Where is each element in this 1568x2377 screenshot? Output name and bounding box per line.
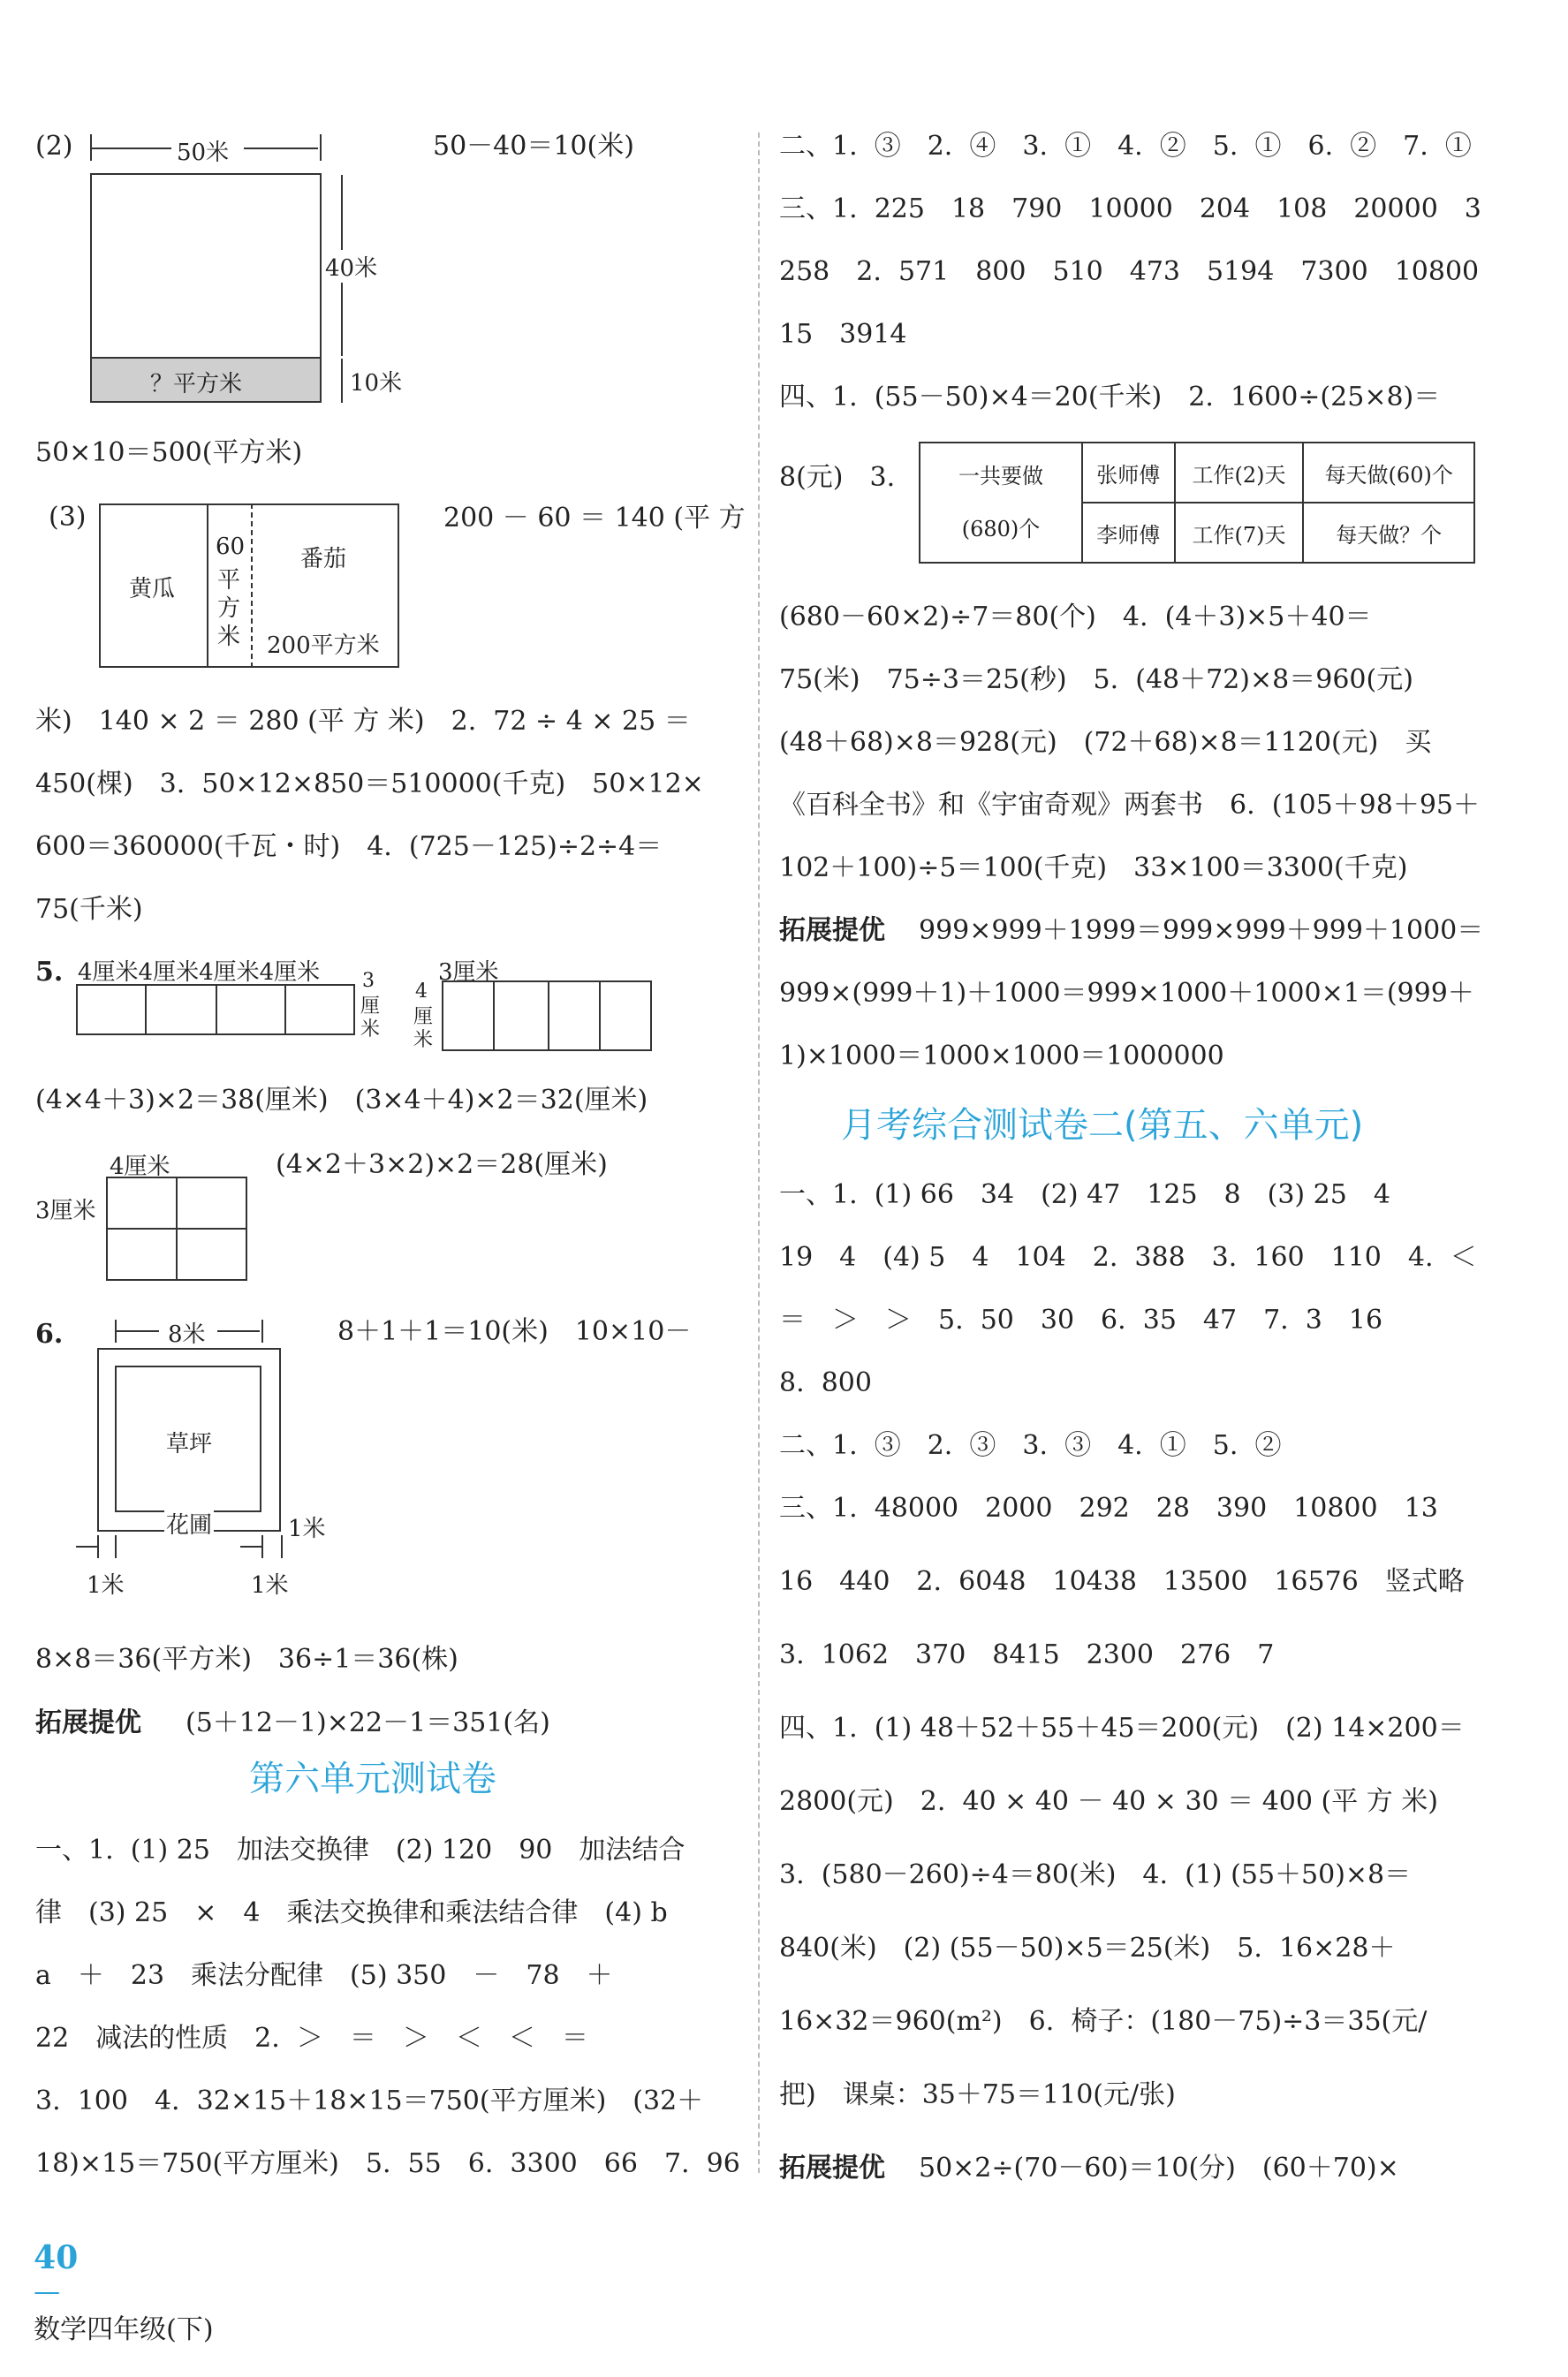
answer-line: 75(米) 75÷3＝25(秒) 5. (48＋72)×8＝960(元) — [779, 664, 1413, 695]
q6-grass-label: 草坪 — [166, 1431, 213, 1457]
q5-rect-a-div — [284, 984, 286, 1035]
answer-line: 二、1. ③ 2. ④ 3. ① 4. ② 5. ① 6. ② 7. ① — [779, 131, 1472, 162]
q6-1m-left: 1米 — [87, 1572, 125, 1599]
q5-c-top-label: 4厘米 — [110, 1154, 170, 1180]
answer-line: 一、1. (1) 25 加法交换律 (2) 120 90 加法结合 — [35, 1835, 686, 1866]
answer-line: 二、1. ③ 2. ③ 3. ③ 4. ① 5. ② — [779, 1430, 1282, 1461]
answer-line: 8(元) 3. — [779, 462, 896, 493]
answer-line: 米) 140 × 2 ＝ 280 (平 方 米) 2. 72 ÷ 4 × 25 ＝ — [35, 706, 691, 737]
answer-line: 三、1. 225 18 790 10000 204 108 20000 3 — [779, 193, 1481, 224]
q6-1m-right: 1米 — [288, 1516, 326, 1542]
q5-b-top-label: 3厘米 — [438, 959, 499, 986]
answer-line: 3. 100 4. 32×15＋18×15＝750(平方厘米) (32＋ — [35, 2086, 704, 2116]
table-cell: 工作(2)天 — [1175, 443, 1304, 503]
table-cell: 每天做(60)个 — [1303, 443, 1474, 503]
p2-result: 50×10＝500(平方米) — [35, 437, 303, 468]
answer-line: 三、1. 48000 2000 292 28 390 10800 13 — [779, 1493, 1438, 1524]
p3-mid-fang: 方 — [217, 595, 241, 622]
answer-line: 15 3914 — [779, 319, 907, 350]
p2-height-40: 40米 — [325, 250, 377, 283]
q5-rect-b — [442, 980, 652, 1051]
p2-dim-arrow-left — [92, 148, 171, 149]
p2-height-10: 10米 — [350, 370, 403, 397]
extension-label: 拓展提优 — [779, 2153, 885, 2184]
q5-rect-a-div — [216, 984, 217, 1035]
q5-rect-a-div — [145, 984, 147, 1035]
extension-label: 拓展提优 — [779, 915, 885, 946]
answer-line: 75(千米) — [35, 894, 143, 925]
p2-height-arrow-10 — [341, 359, 343, 403]
p3-mid-ping: 平 — [217, 567, 241, 594]
q5-rect-b-div — [493, 980, 495, 1051]
extension-label: 拓展提优 — [35, 1707, 141, 1738]
page-number: 40 — [34, 2239, 79, 2276]
q5-side-li: 厘 — [360, 995, 381, 1018]
q5-equation: (4×4＋3)×2＝38(厘米) (3×4＋4)×2＝32(厘米) — [35, 1085, 648, 1116]
q6-tick — [281, 1535, 283, 1558]
answer-line: ＝ ＞ ＞ 5. 50 30 6. 35 47 7. 3 16 — [779, 1305, 1383, 1336]
q6-tick — [97, 1535, 99, 1558]
p3-divider-solid — [207, 503, 208, 668]
p2-dim-tick-right — [320, 134, 322, 161]
column-divider — [758, 132, 760, 2173]
q5-c-side-label: 3厘米 — [35, 1198, 96, 1224]
extension-answer: (5＋12－1)×22－1＝351(名) — [186, 1707, 550, 1738]
table-row — [920, 443, 1474, 503]
answer-line: 一、1. (1) 66 34 (2) 47 125 8 (3) 25 4 — [779, 1179, 1390, 1210]
answer-line: 16×32＝960(m²) 6. 椅子：(180－75)÷3＝35(元/ — [779, 2006, 1428, 2037]
p2-area-unknown: ？平方米 — [150, 371, 243, 397]
q6-arrow — [76, 1546, 97, 1548]
answer-line: 18)×15＝750(平方厘米) 5. 55 6. 3300 66 7. 96 — [35, 2148, 740, 2179]
q6-tick — [115, 1535, 117, 1558]
total-label: 一共要做 — [958, 464, 1043, 488]
answer-line: 把) 课桌：35＋75＝110(元/张) — [779, 2079, 1176, 2110]
q6-dim-tick — [261, 1320, 263, 1343]
p3-tomato-label: 番茄 — [300, 546, 347, 572]
q5-b-side-mi: 米 — [413, 1029, 434, 1051]
q6-1m-mid: 1米 — [251, 1572, 289, 1599]
q5-rect-b-div — [599, 980, 601, 1051]
answer-line: 1)×1000＝1000×1000＝1000000 — [779, 1041, 1224, 1071]
p3-mid-mi: 米 — [217, 624, 241, 650]
answer-line: 102＋100)÷5＝100(千克) 33×100＝3300(千克) — [779, 852, 1408, 883]
p3-equation: 200 － 60 ＝ 140 (平 方 — [443, 503, 746, 534]
answer-line: 8. 800 — [779, 1367, 872, 1398]
answer-line: 3. (580－260)÷4＝80(米) 4. (1) (55＋50)×8＝ — [779, 1859, 1412, 1890]
table-cell: 每天做？个 — [1303, 503, 1474, 563]
answer-line: (680－60×2)÷7＝80(个) 4. (4＋3)×5＋40＝ — [779, 602, 1372, 632]
p2-equation: 50－40＝10(米) — [433, 131, 634, 162]
answer-line: 《百科全书》和《宇宙奇观》两套书 6. (105＋98＋95＋ — [779, 790, 1481, 821]
answer-line: 840(米) (2) (55－50)×5＝25(米) 5. 16×28＋ — [779, 1933, 1396, 1964]
q6-dim-arrow — [117, 1330, 159, 1332]
footer-dash: — — [34, 2276, 61, 2307]
p2-width-label: 50米 — [177, 140, 230, 166]
q5-rect-b-div — [548, 980, 549, 1051]
answer-line: 四、1. (55－50)×4＝20(千米) 2. 1600÷(25×8)＝ — [779, 382, 1441, 413]
answer-line: 600＝360000(千瓦・时) 4. (725－125)÷2÷4＝ — [35, 831, 663, 862]
q5-b-side-li: 厘 — [413, 1006, 434, 1028]
q5-top-labels: 4厘米4厘米4厘米4厘米 — [78, 959, 321, 986]
p2-dim-arrow-right — [244, 148, 318, 149]
p3-tomato-area: 200平方米 — [267, 632, 380, 659]
p3-divider-dashed — [251, 503, 253, 668]
p3-cucumber-label: 黄瓜 — [129, 576, 176, 602]
answer-line: 3. 1062 370 8415 2300 276 7 — [779, 1639, 1275, 1670]
answer-line: 999×999＋1999＝999×999＋999＋1000＝ — [919, 915, 1484, 946]
answer-line: (48＋68)×8＝928(元) (72＋68)×8＝1120(元) 买 — [779, 727, 1432, 758]
table-cell: 工作(7)天 — [1175, 503, 1304, 563]
q5-c-equation: (4×2＋3×2)×2＝28(厘米) — [276, 1149, 608, 1180]
work-info-table — [919, 442, 1475, 564]
answer-line: 律 (3) 25 × 4 乘法交换律和乘法结合律 (4) b — [35, 1897, 668, 1928]
answer-line: 2800(元) 2. 40 × 40 － 40 × 30 ＝ 400 (平 方 米) — [779, 1786, 1438, 1817]
answer-line: 999×(999＋1)＋1000＝999×1000＋1000×1＝(999＋ — [779, 978, 1474, 1009]
p2-label: (2) — [35, 131, 73, 162]
table-cell — [920, 443, 1082, 563]
answer-line: 450(棵) 3. 50×12×850＝510000(千克) 50×12× — [35, 768, 704, 799]
q6-number: 6. — [35, 1319, 64, 1350]
answer-line: 50×2÷(70－60)＝10(分) (60＋70)× — [919, 2153, 1399, 2184]
answer-line: 22 减法的性质 2. ＞ ＝ ＞ ＜ ＜ ＝ — [35, 2023, 588, 2054]
book-title: 数学四年级(下) — [34, 2314, 214, 2345]
q6-tick — [261, 1535, 263, 1558]
q5-number: 5. — [35, 957, 64, 988]
p3-mid-60: 60 — [216, 534, 246, 560]
answer-line: a ＋ 23 乘法分配律 (5) 350 － 78 ＋ — [35, 1960, 613, 1991]
answer-line: 四、1. (1) 48＋52＋55＋45＝200(元) (2) 14×200＝ — [779, 1713, 1465, 1744]
q5-side-3: 3 — [362, 970, 375, 992]
unit6-test-heading: 第六单元测试卷 — [249, 1759, 496, 1799]
q5-b-side-4: 4 — [415, 980, 428, 1003]
table-cell: 张师傅 — [1082, 443, 1175, 503]
answer-line: 16 440 2. 6048 10438 13500 16576 竖式略 — [779, 1566, 1465, 1597]
answer-line: 19 4 (4) 5 4 104 2. 388 3. 160 110 4. ＜ — [779, 1242, 1477, 1273]
total-value: (680)个 — [961, 517, 1041, 541]
answer-line: 258 2. 571 800 510 473 5194 7300 10800 — [779, 256, 1480, 287]
q6-equation: 8＋1＋1＝10(米) 10×10－ — [337, 1316, 692, 1347]
q5-rect-c-hdiv — [106, 1228, 247, 1230]
p3-label: (3) — [49, 502, 87, 533]
q6-top-label: 8米 — [168, 1321, 206, 1348]
q6-flower-label: 花圃 — [164, 1507, 214, 1540]
q6-dim-arrow — [217, 1330, 260, 1332]
monthly-test-heading: 月考综合测试卷二(第五、六单元) — [841, 1105, 1364, 1146]
q6-result: 8×8＝36(平方米) 36÷1＝36(株) — [35, 1644, 458, 1675]
q6-arrow — [240, 1546, 261, 1548]
q5-side-mi: 米 — [360, 1018, 381, 1041]
table-cell: 李师傅 — [1082, 503, 1175, 563]
